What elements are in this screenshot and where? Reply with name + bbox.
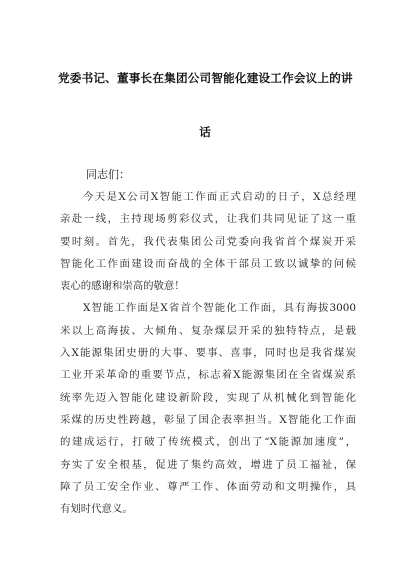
paragraph-1-line-2: 亲赴一线，主持现场剪彩仪式，让我们共同见证了这一重	[60, 213, 356, 226]
paragraph-2-line-2: 米以上高海拔、大倾角、复杂煤层开采的独特特点，是载	[60, 324, 356, 337]
paragraph-1-line-1: 今天是X公司X智能工作面正式启动的日子，X总经理	[83, 191, 356, 203]
paragraph-2-line-10: 有划时代意义。	[60, 503, 133, 516]
document-title-line-1: 党委书记、董事长在集团公司智能化建设工作会议上的讲	[58, 71, 353, 85]
paragraph-1-line-3: 要时刻。首先，我代表集团公司党委向我省首个煤炭开采	[60, 235, 356, 248]
paragraph-2-line-9: 障了员工安全作业、尊严工作、体面劳动和文明操作，具	[60, 480, 356, 493]
document-body	[60, 186, 356, 520]
paragraph-2-line-4: 工业开采革命的重要节点，标志着X能源集团在全省煤炭系	[60, 369, 356, 382]
paragraph-1-line-4: 智能化工作面建设而奋战的全体干部员工致以诚挚的问候	[60, 257, 356, 270]
paragraph-1-line-5: 衷心的感谢和崇高的敬意！	[60, 280, 185, 293]
paragraph-2-line-5: 统率先迈入智能化建设新阶段，实现了从机械化到智能化	[60, 391, 356, 404]
paragraph-2-line-8: 夯实了安全根基，促进了集约高效，增进了员工福祉，保	[60, 458, 356, 471]
document-title-line-2: 话	[199, 125, 211, 139]
paragraph-2-line-7: 的建成运行，打破了传统模式，创出了“X能源加速度”，	[60, 436, 356, 449]
paragraph-2-line-6: 采煤的历史性跨越，彰显了国企表率担当。X智能化工作面	[60, 413, 356, 426]
paragraph-2-line-1: X智能工作面是X省首个智能化工作面，具有海拔3000	[83, 302, 356, 315]
paragraph-2-line-3: 入X能源集团史册的大事、要事、喜事，同时也是我省煤炭	[60, 347, 356, 360]
greeting: 同志们：	[86, 168, 130, 181]
